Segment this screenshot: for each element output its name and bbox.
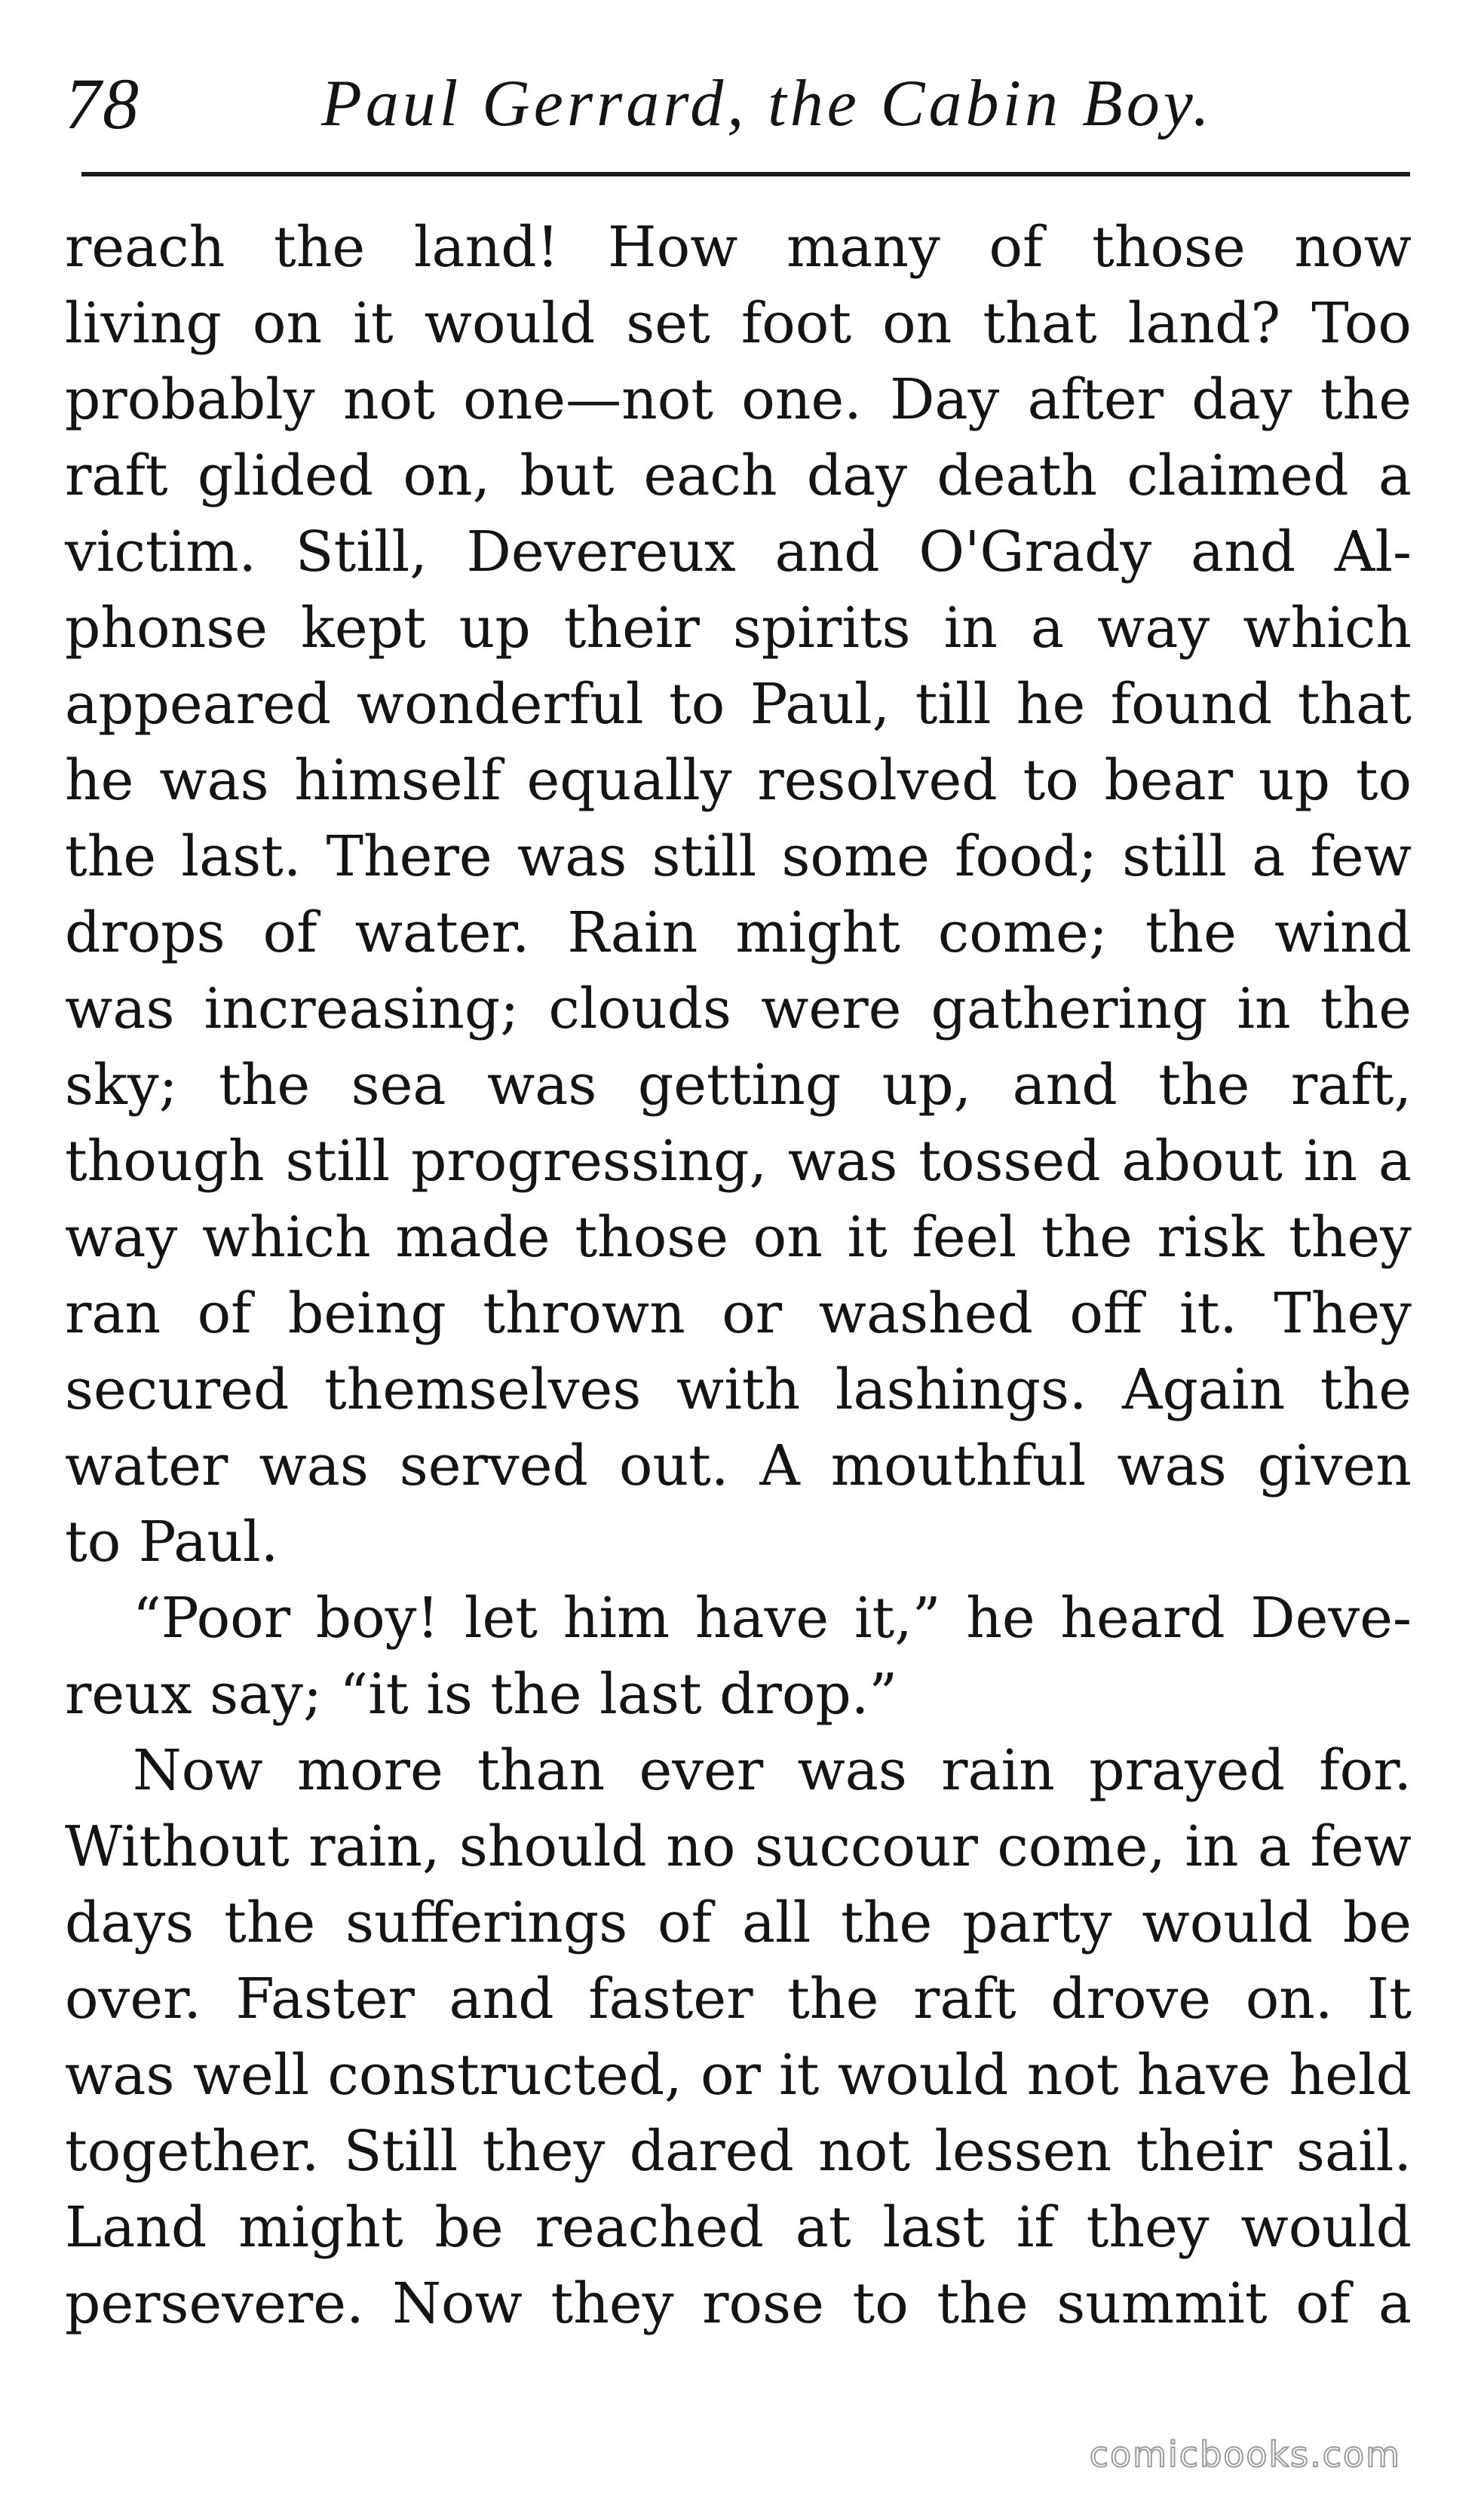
- text-line: sky; the sea was getting up, and the raft,: [65, 1053, 1412, 1118]
- body-text: [65, 210, 1412, 2342]
- text-line: though still progressing, was tossed about in a: [65, 1129, 1412, 1194]
- text-line: together. Still they dared not lessen their sail.: [65, 2119, 1412, 2184]
- text-line: phonse kept up their spirits in a way which: [65, 596, 1412, 661]
- running-header: [65, 59, 1407, 149]
- text-line: Land might be reached at last if they would: [65, 2195, 1412, 2260]
- text-line: was increasing; clouds were gathering in the: [65, 977, 1412, 1041]
- text-line: way which made those on it feel the risk they: [65, 1205, 1412, 1270]
- text-line: living on it would set foot on that land? Too: [65, 291, 1412, 356]
- text-line: secured themselves with lashings. Again the: [65, 1357, 1412, 1422]
- text-line: ran of being thrown or washed off it. They: [65, 1281, 1412, 1346]
- text-line: probably not one—not one. Day after day the: [65, 367, 1412, 432]
- page-number: 78: [65, 63, 140, 144]
- watermark: comicbooks.com: [1089, 2434, 1401, 2475]
- text-line: Without rain, should no succour come, in a few: [65, 1814, 1412, 1879]
- text-line: drops of water. Rain might come; the wind: [65, 900, 1412, 965]
- text-line: over. Faster and faster the raft drove on. It: [65, 1967, 1412, 2031]
- text-line: victim. Still, Devereux and O'Grady and Al-: [65, 520, 1412, 584]
- paragraph-start-line: Now more than ever was rain prayed for.: [133, 1738, 1412, 1803]
- text-line: days the sufferings of all the party would be: [65, 1890, 1412, 1955]
- text-line: persevere. Now they rose to the summit of a: [65, 2271, 1412, 2336]
- text-line: the last. There was still some food; still a few: [65, 824, 1412, 889]
- paragraph-end-line: to Paul.: [65, 1510, 279, 1574]
- text-line: reach the land! How many of those now: [65, 215, 1412, 280]
- running-title: Paul Gerrard, the Cabin Boy.: [321, 67, 1213, 140]
- text-line: was well constructed, or it would not have held: [65, 2043, 1412, 2108]
- header-rule: [81, 172, 1410, 176]
- text-line: raft glided on, but each day death claimed a: [65, 443, 1412, 508]
- paragraph-end-line: reux say; “it is the last drop.”: [65, 1662, 898, 1727]
- text-line: appeared wonderful to Paul, till he found that: [65, 672, 1412, 737]
- text-line: water was served out. A mouthful was given: [65, 1433, 1412, 1498]
- dialogue-line: “Poor boy! let him have it,” he heard Deve-: [133, 1586, 1412, 1651]
- text-line: he was himself equally resolved to bear up to: [65, 748, 1412, 813]
